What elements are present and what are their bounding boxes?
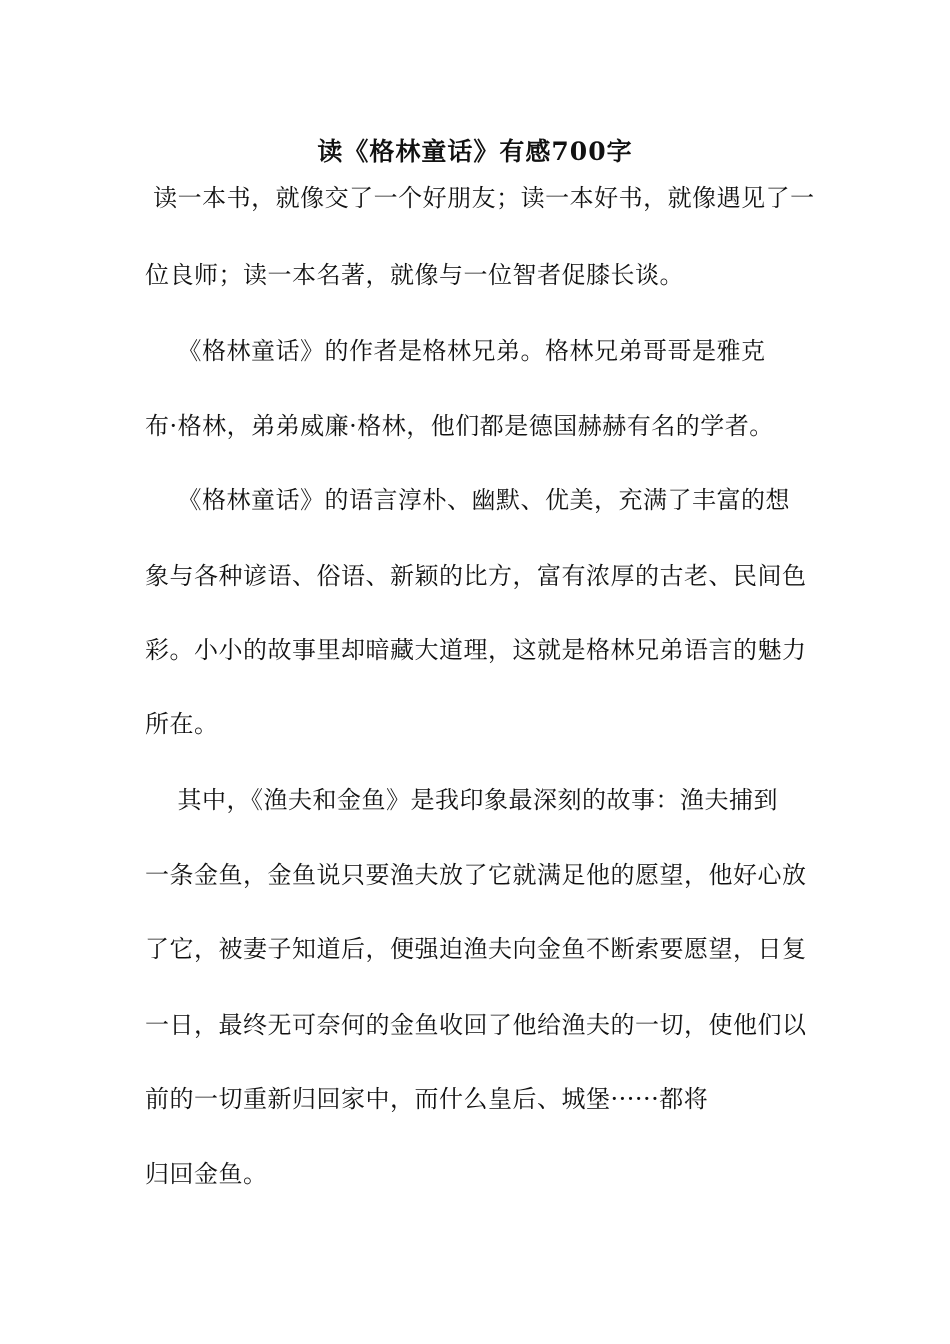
text-line: 了它，被妻子知道后，便强迫渔夫向金鱼不断索要愿望，日复 [145,935,807,963]
text-line: 读一本书，就像交了一个好朋友；读一本好书，就像遇见了一 [145,184,815,212]
text-line: 《格林童话》的语言淳朴、幽默、优美，充满了丰富的想 [145,486,791,514]
text-line: 归回金鱼。 [145,1160,268,1188]
text-line: 《格林童话》的作者是格林兄弟。格林兄弟哥哥是雅克 [145,337,766,365]
document-title: 读《格林童话》有感700字 [317,137,633,166]
text-line: 象与各种谚语、俗语、新颖的比方，富有浓厚的古老、民间色 [145,562,807,590]
text-line: 一日，最终无可奈何的金鱼收回了他给渔夫的一切，使他们以 [145,1011,807,1039]
text-line: 其中，《渔夫和金鱼》是我印象最深刻的故事：渔夫捕到 [145,786,779,814]
text-line: 布·格林，弟弟威廉·格林，他们都是德国赫赫有名的学者。 [145,412,774,440]
text-line: 彩。小小的故事里却暗藏大道理，这就是格林兄弟语言的魅力 [145,636,807,664]
text-line: 一条金鱼，金鱼说只要渔夫放了它就满足他的愿望，他好心放 [145,861,807,889]
text-line: 位良师；读一本名著，就像与一位智者促膝长谈。 [145,261,684,289]
text-line: 所在。 [145,710,219,738]
text-line: 前的一切重新归回家中，而什么皇后、城堡······都将 [145,1085,709,1113]
